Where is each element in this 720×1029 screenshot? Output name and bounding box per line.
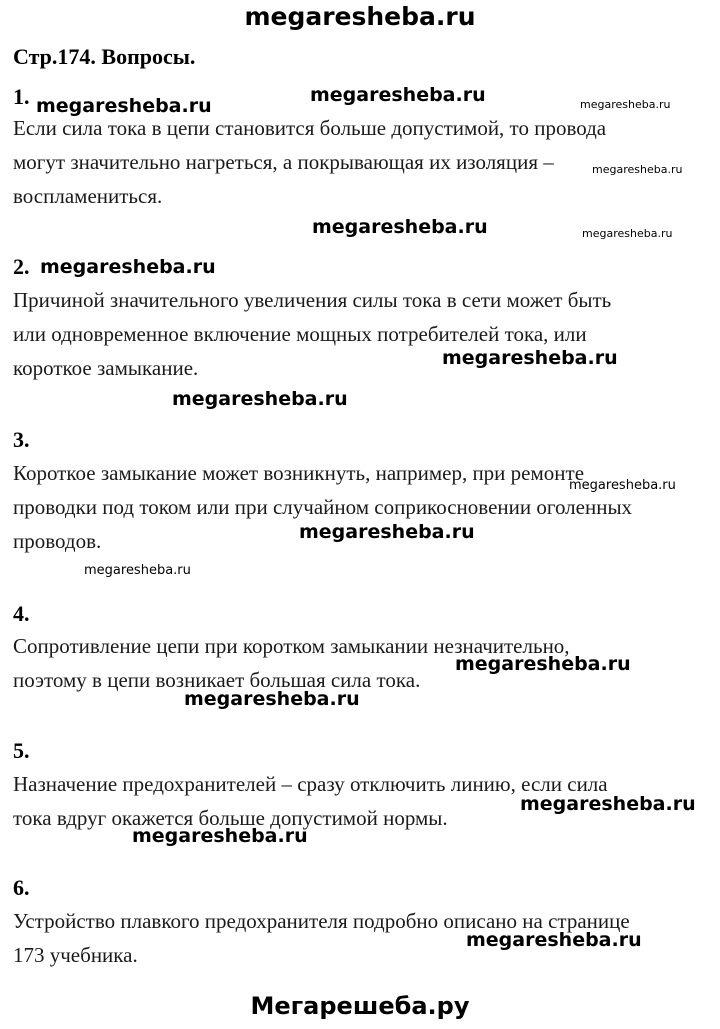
- watermark: megaresheba.ru: [582, 227, 673, 240]
- answer-line: или одновременное включение мощных потребителей тока, или: [13, 322, 587, 346]
- question-6-number: 6.: [13, 875, 30, 900]
- question-1-answer: [13, 111, 713, 213]
- watermark: megaresheba.ru: [580, 98, 671, 111]
- answer-line: Если сила тока в цепи становится больше допустимой, то провода: [13, 116, 607, 140]
- watermark: megaresheba.ru: [40, 256, 216, 278]
- answer-line: могут значительно нагреться, а покрывающая их изоляция –: [13, 150, 554, 174]
- answer-line: поэтому в цепи возникает большая сила тока.: [13, 668, 421, 692]
- site-footer: Мегарешеба.ру: [250, 992, 470, 1020]
- watermark: megaresheba.ru: [455, 653, 631, 675]
- watermark: megaresheba.ru: [310, 84, 486, 106]
- answer-line: Сопротивление цепи при коротком замыкании незначительно,: [13, 634, 570, 658]
- watermark: megaresheba.ru: [312, 216, 488, 238]
- question-2-answer: [13, 283, 713, 385]
- page-title: Стр.174. Вопросы.: [13, 44, 196, 69]
- question-5-number: 5.: [13, 738, 30, 763]
- watermark: megaresheba.ru: [569, 478, 676, 493]
- answer-line: Устройство плавкого предохранителя подробно описано на странице: [13, 909, 630, 933]
- watermark: megaresheba.ru: [299, 521, 475, 543]
- answer-line: Назначение предохранителей – сразу отключить линию, если сила: [13, 772, 608, 796]
- answer-line: Короткое замыкание может возникнуть, например, при ремонте: [13, 461, 585, 485]
- watermark: megaresheba.ru: [84, 563, 191, 578]
- answer-line: короткое замыкание.: [13, 356, 199, 380]
- watermark: megaresheba.ru: [442, 347, 618, 369]
- watermark: megaresheba.ru: [132, 825, 308, 847]
- site-header: megaresheba.ru: [244, 2, 476, 31]
- question-3-number: 3.: [13, 427, 30, 452]
- question-2-number: 2.: [13, 254, 30, 279]
- question-1-number: 1.: [13, 84, 30, 109]
- answer-line: воспламениться.: [13, 184, 163, 208]
- answer-line: проводов.: [13, 529, 102, 553]
- answer-line: тока вдруг окажется больше допустимой нормы.: [13, 806, 448, 830]
- question-4-number: 4.: [13, 601, 30, 626]
- watermark: megaresheba.ru: [592, 163, 683, 176]
- watermark: megaresheba.ru: [172, 388, 348, 410]
- watermark: megaresheba.ru: [466, 929, 642, 951]
- watermark: megaresheba.ru: [184, 688, 360, 710]
- answer-line: 173 учебника.: [13, 943, 138, 967]
- watermark: megaresheba.ru: [36, 95, 212, 117]
- watermark: megaresheba.ru: [520, 793, 696, 815]
- answer-line: Причиной значительного увеличения силы тока в сети может быть: [13, 288, 612, 312]
- answer-line: проводки под током или при случайном соприкосновении оголенных: [13, 495, 633, 519]
